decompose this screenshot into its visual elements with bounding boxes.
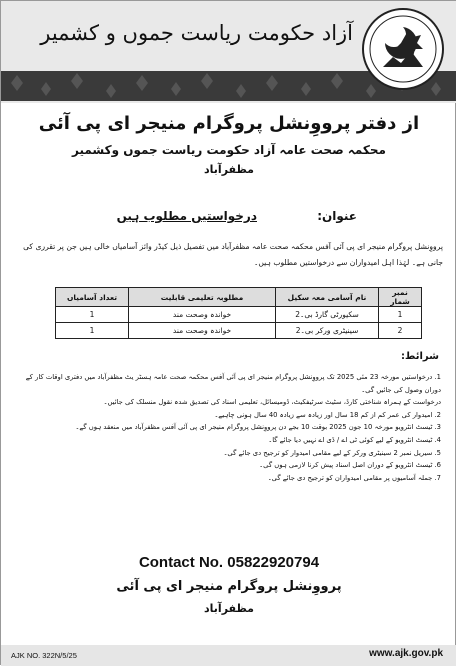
header-banner <box>1 1 456 103</box>
government-title: آزاد حکومت ریاست جموں و کشمیر <box>40 21 353 45</box>
condition-item: 3. ٹیسٹ انٹرویو مورخہ 10 جون 2025 بوقت 10 بجے دن پرووِنشل پروگرام منیجر ای پی آئی آفس مظفرآباد میں منعقد ہوں گے۔ <box>75 423 441 432</box>
condition-item: 4. ٹیسٹ انٹرویو کے لیے کوئی ٹی اے / ڈی اے نہیں دیا جائے گا۔ <box>268 435 441 444</box>
department-name: محکمہ صحت عامہ آزاد حکومت ریاست جموں وکشمیر <box>71 143 386 157</box>
conditions-label: شرائط: <box>401 351 439 362</box>
condition-item: 5. سیریل نمبر 2 سینیٹری ورکر کے لیے مقامی امیدوار کو ترجیح دی جائے گی۔ <box>223 448 441 457</box>
condition-item: درخواست کے ہمراہ شناختی کارڈ، سٹیٹ سرٹیفکیٹ، ڈومیسائل، تعلیمی اسناد کی تصدیق شدہ نقول منسلک کی جائیں۔ <box>103 398 441 407</box>
signatory-title: پرووِنشل پروگرام منیجر ای پی آئی <box>116 579 342 594</box>
subject-label: عنوان: <box>317 209 357 223</box>
table-row <box>56 323 422 339</box>
table-cell: سینیٹری ورکر بی۔2 <box>276 323 379 339</box>
column-header: مطلوبہ تعلیمی قابلیت <box>129 288 276 307</box>
condition-item: 6. ٹیسٹ انٹرویو کے دوران اصل اسناد پیش کرنا لازمی ہوں گی۔ <box>259 461 441 470</box>
table-cell: 1 <box>56 307 129 323</box>
table-row <box>56 307 422 323</box>
table-header-row <box>56 288 422 307</box>
website-link[interactable]: www.ajk.gov.pk <box>369 648 443 659</box>
subject-value: درخواستیں مطلوب ہیں <box>116 209 257 223</box>
table-cell: خواندہ وصحت مند <box>129 323 276 339</box>
conditions-list <box>15 371 441 484</box>
office-title: از دفتر پرووِنشل پروگرام منیجر ای پی آئی <box>38 113 420 134</box>
subject-row <box>1 209 456 229</box>
intro-paragraph: پرووِنشل پروگرام منیجر ای پی آئی آفس محکمہ صحت عامہ مظفرآباد میں تفصیل ذیل کیڈر وائز آسامیاں خالی ہیں جن پر تقرری کی جانی ہے۔ لہٰذا اہل امیدواران سے درخواستیں مطلوب ہیں۔ <box>23 242 443 267</box>
table-cell: 1 <box>379 307 422 323</box>
signatory-location: مظفرآباد <box>204 602 254 615</box>
condition-item: 7. جملہ آسامیوں پر مقامی امیدواران کو ترجیح دی جائے گی۔ <box>267 473 441 482</box>
condition-item: 1. درخواستیں مورخہ 23 مئی 2025 تک پرووِنشل پروگرام منیجر ای پی آئی آفس محکمہ صحت عامہ ہسٹر یٹ مظفرآباد میں دفتری اوقات کار کے دوران وصول کی جائیں گی۔ <box>25 373 441 394</box>
column-header: نام آسامی معہ سکیل <box>276 288 379 307</box>
table-cell: سکیورٹی گارڈ بی۔2 <box>276 307 379 323</box>
table-cell: خواندہ وصحت مند <box>129 307 276 323</box>
office-location: مظفرآباد <box>204 163 254 176</box>
contact-number: Contact No. 05822920794 <box>138 554 320 571</box>
table-cell: 2 <box>379 323 422 339</box>
vacancies-table <box>55 287 422 339</box>
ad-number: AJK NO. 322N/5/25 <box>11 651 77 660</box>
ajk-emblem-icon <box>361 7 445 91</box>
table-cell: 1 <box>56 323 129 339</box>
condition-item: 2. امیدوار کی عمر کم از کم 18 سال اور زیادہ سے زیادہ 40 سال ہونی چاہیے۔ <box>214 410 441 419</box>
column-header: نمبر شمار <box>379 288 422 307</box>
column-header: تعداد آسامیاں <box>56 288 129 307</box>
